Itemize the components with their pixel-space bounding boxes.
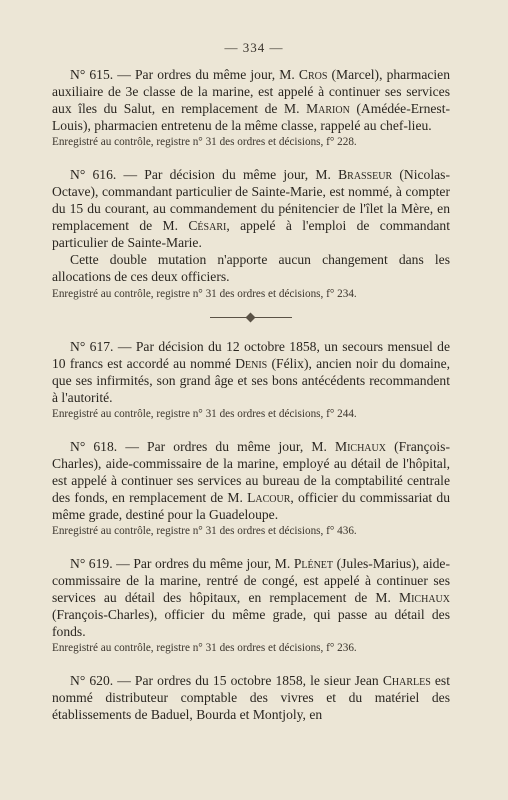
entry-text <box>52 166 450 251</box>
text-segment: (Marcel), pharmacien auxiliaire de 3e classe de la marine, est appelé à continuer ses services aux îles du Salut, en remplacement de M. <box>52 67 450 117</box>
person-name: Cros <box>298 67 328 82</box>
text-segment: (François-Charles), aide-commissaire de la marine, employé au détail de l'hôpital, est appelé à continuer ses services au bureau de la comptabilité centrale des fonds, en remplacement de M. <box>52 438 450 506</box>
entry-616 <box>52 166 450 301</box>
entry-620 <box>52 672 450 723</box>
person-name: Michaux <box>399 590 450 606</box>
text-segment: , appelé à l'emploi de commandant particulier de Sainte-Marie. <box>52 218 450 251</box>
entry-text <box>52 438 450 523</box>
person-name: Marion <box>306 101 350 117</box>
person-name: Michaux <box>335 438 386 454</box>
text-segment: est nommé distributeur comptable des vivres et du matériel des établissements de Baduel, Bourda et Montjoly, en <box>52 672 450 723</box>
entry-text <box>52 338 450 406</box>
text-segment: N° 615. — Par ordres du même jour, M. <box>70 67 299 82</box>
registration-note: Enregistré au contrôle, registre n° 31 des ordres et décisions, f° 236. <box>52 642 357 655</box>
person-name: Lacour <box>247 490 291 506</box>
registration-note: Enregistré au contrôle, registre n° 31 des ordres et décisions, f° 244. <box>52 408 357 421</box>
entry-618 <box>52 438 450 539</box>
page-content <box>52 66 450 739</box>
text-segment: N° 618. — Par ordres du même jour, M. <box>70 438 335 454</box>
person-name: Césari <box>188 218 227 234</box>
person-name: Plénet <box>293 555 334 571</box>
person-name: Charles <box>382 672 431 688</box>
person-name: Brasseur <box>338 166 393 182</box>
text-segment: N° 617. — Par décision du 12 octobre 1858, un secours mensuel de 10 francs est accordé au nommé <box>52 339 450 372</box>
text-segment: , officier du commissariat du même grade, destiné pour la Guadeloupe. <box>52 490 450 523</box>
registration-note: Enregistré au contrôle, registre n° 31 des ordres et décisions, f° 234. <box>52 287 357 300</box>
registration-note: Enregistré au contrôle, registre n° 31 des ordres et décisions, f° 228. <box>52 136 357 149</box>
registration-note: Enregistré au contrôle, registre n° 31 des ordres et décisions, f° 436. <box>52 525 357 538</box>
text-segment: N° 619. — Par ordres du même jour, M. <box>70 555 294 571</box>
entry-text <box>52 66 450 134</box>
text-segment: (Nicolas-Octave), commandant particulier de Sainte-Marie, est nommé, à compter du 15 du courant, au commandement du pénitencier de l'îlet la Mère, en remplacement de M. <box>52 166 450 234</box>
entry-619 <box>52 555 450 656</box>
section-divider <box>210 317 292 318</box>
text-segment: N° 620. — Par ordres du 15 octobre 1858, le sieur Jean <box>70 672 383 688</box>
person-name: Denis <box>235 356 268 372</box>
entry-text <box>52 672 450 723</box>
entry-text-extra: Cette double mutation n'apporte aucun changement dans les allocations de ces deux officiers. <box>52 252 450 285</box>
entry-text <box>52 555 450 640</box>
page-number: — 334 — <box>224 40 284 55</box>
entry-615 <box>52 66 450 150</box>
text-segment: (Jules-Marius), aide-commissaire de la marine, rentré de congé, est appelé à continuer ses services au détail des hôpitaux, en remplacement de M. <box>52 555 450 606</box>
text-segment: (Félix), ancien noir du domaine, que ses infirmités, son grand âge et ses bons antécédents recommandent à l'autorité. <box>52 356 451 406</box>
entry-617 <box>52 338 450 422</box>
text-segment: (François-Charles), officier du même grade, qui passe au détail des fonds. <box>52 607 450 640</box>
text-segment: (Amédée-Ernest-Louis), pharmacien entretenu de la même classe, rappelé au chef-lieu. <box>52 101 451 134</box>
text-segment: N° 616. — Par décision du même jour, M. <box>70 166 339 182</box>
